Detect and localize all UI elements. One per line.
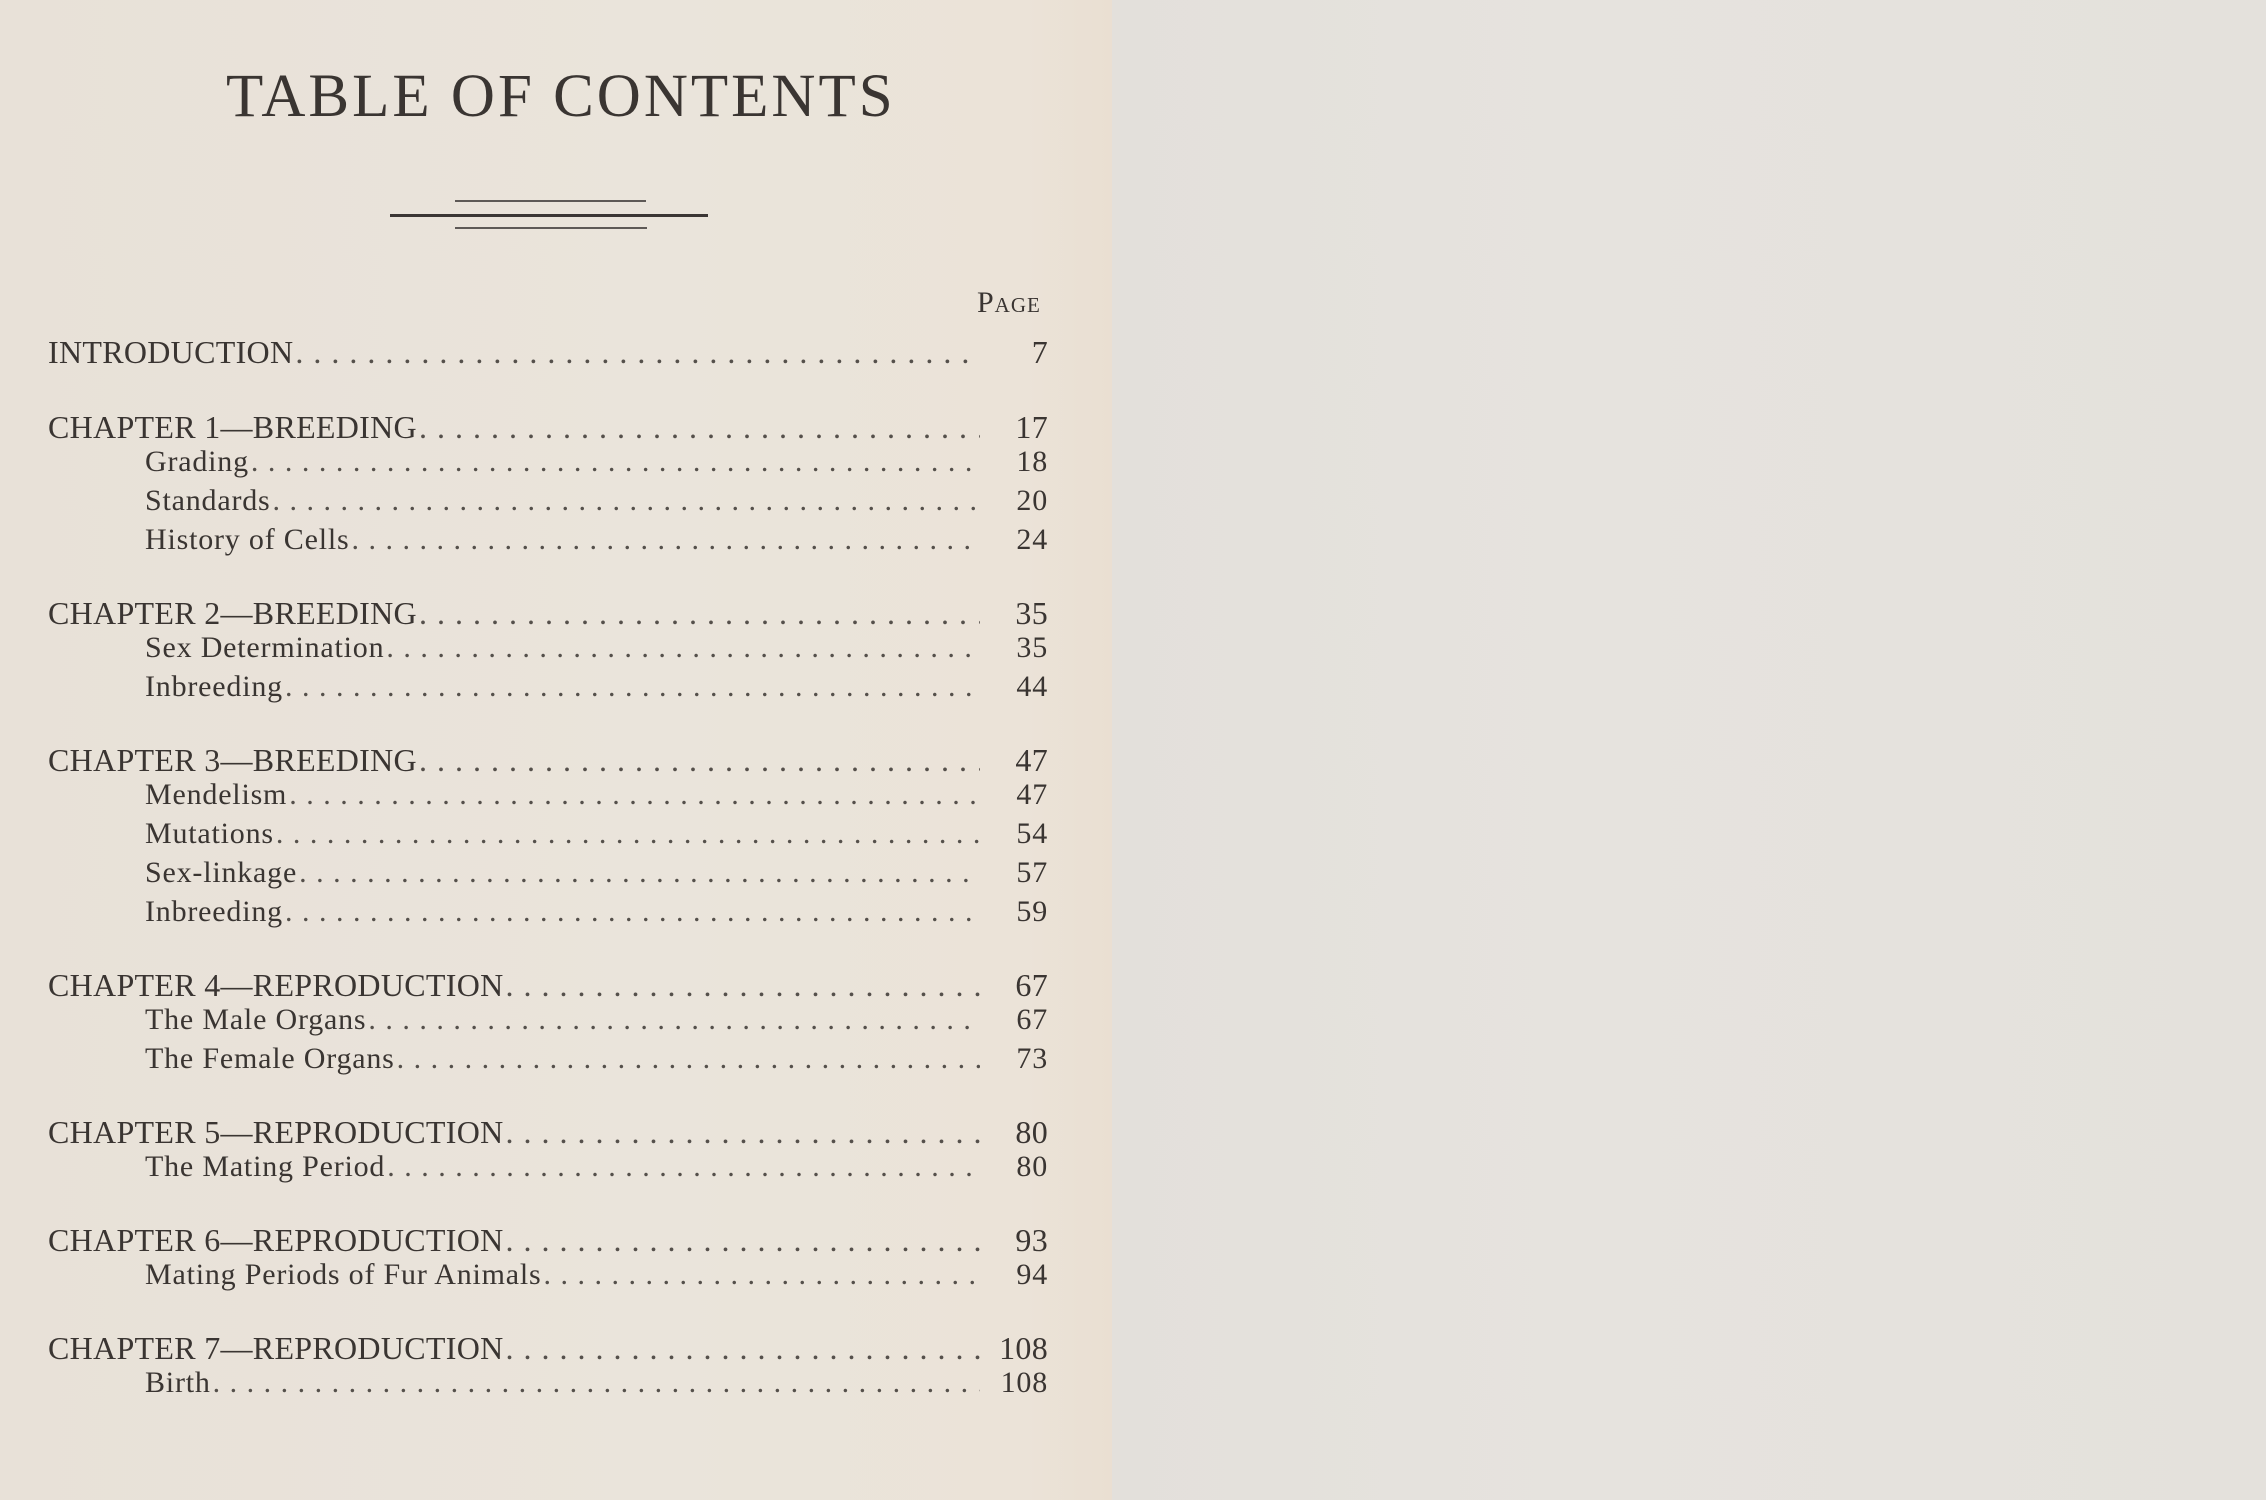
entry-title: Sex Determination [145, 631, 385, 664]
entry-title: CHAPTER 6—REPRODUCTION [48, 1222, 504, 1258]
toc-group [48, 334, 1048, 374]
toc-section-entry[interactable] [48, 817, 1048, 856]
entry-page-number: 47 [1016, 778, 1048, 811]
toc-section-entry[interactable] [48, 1042, 1048, 1081]
dot-leader [213, 1366, 980, 1400]
entry-page-number: 35 [1015, 595, 1048, 631]
toc-list-left [48, 334, 1048, 1438]
dot-leader [351, 523, 980, 557]
entry-page-number: 54 [1016, 817, 1048, 850]
entry-title: The Male Organs [145, 1003, 367, 1036]
dot-leader [419, 409, 980, 446]
page-column-label: Page [977, 286, 1041, 319]
dot-leader [368, 1003, 980, 1037]
entry-page-number: 59 [1016, 895, 1048, 928]
dot-leader [419, 595, 980, 632]
entry-page-number: 35 [1016, 631, 1048, 664]
toc-section-entry[interactable] [48, 1150, 1048, 1189]
entry-page-number: 20 [1016, 484, 1048, 517]
toc-section-entry[interactable] [48, 1003, 1048, 1042]
dot-leader [544, 1258, 980, 1292]
toc-section-entry[interactable] [48, 895, 1048, 934]
toc-section-entry[interactable] [48, 445, 1048, 484]
toc-group [48, 1222, 1048, 1297]
ornament-rule-top [455, 200, 646, 202]
entry-page-number: 108 [1000, 1366, 1048, 1399]
entry-page-number: 80 [1015, 1114, 1048, 1150]
entry-title: Grading [145, 445, 249, 478]
entry-page-number: 47 [1015, 742, 1048, 778]
dot-leader [506, 967, 980, 1004]
dot-leader [387, 1150, 980, 1184]
entry-title: The Mating Period [145, 1150, 386, 1183]
toc-section-entry[interactable] [48, 484, 1048, 523]
toc-title: TABLE OF CONTENTS [226, 63, 896, 130]
toc-chapter-entry[interactable] [48, 409, 1048, 449]
dot-leader [289, 778, 980, 812]
dot-leader [285, 670, 980, 704]
toc-section-entry[interactable] [48, 1258, 1048, 1297]
toc-section-entry[interactable] [48, 670, 1048, 709]
dot-leader [419, 742, 980, 779]
entry-title: CHAPTER 2—BREEDING [48, 595, 417, 631]
dot-leader [295, 334, 980, 371]
entry-title: INTRODUCTION [48, 334, 294, 370]
entry-page-number: 93 [1015, 1222, 1048, 1258]
entry-title: Mutations [145, 817, 274, 850]
toc-group [48, 742, 1048, 934]
entry-title: Mating Periods of Fur Animals [145, 1258, 542, 1291]
toc-section-entry[interactable] [48, 523, 1048, 562]
dot-leader [386, 631, 980, 665]
entry-page-number: 94 [1016, 1258, 1048, 1291]
dot-leader [506, 1330, 980, 1367]
dot-leader [506, 1222, 980, 1259]
entry-page-number: 24 [1016, 523, 1048, 556]
toc-chapter-entry[interactable] [48, 1114, 1048, 1154]
ornament-rule-main [390, 214, 708, 217]
dot-leader [397, 1042, 980, 1076]
toc-section-entry[interactable] [48, 778, 1048, 817]
toc-chapter-entry[interactable] [48, 334, 1048, 374]
toc-group [48, 1114, 1048, 1189]
toc-group [48, 595, 1048, 709]
toc-chapter-entry[interactable] [48, 1222, 1048, 1262]
entry-page-number: 57 [1016, 856, 1048, 889]
entry-title: Sex-linkage [145, 856, 298, 889]
entry-title: CHAPTER 5—REPRODUCTION [48, 1114, 504, 1150]
dot-leader [285, 895, 980, 929]
entry-title: Standards [145, 484, 271, 517]
toc-chapter-entry[interactable] [48, 742, 1048, 782]
entry-title: CHAPTER 3—BREEDING [48, 742, 417, 778]
toc-group [48, 1330, 1048, 1405]
entry-title: CHAPTER 7—REPRODUCTION [48, 1330, 504, 1366]
entry-title: CHAPTER 4—REPRODUCTION [48, 967, 504, 1003]
entry-title: Inbreeding [145, 670, 283, 703]
toc-chapter-entry[interactable] [48, 595, 1048, 635]
entry-page-number: 73 [1016, 1042, 1048, 1075]
left-page [0, 0, 1112, 1500]
right-page [1112, 0, 2266, 1500]
dot-leader [299, 856, 980, 890]
toc-chapter-entry[interactable] [48, 967, 1048, 1007]
entry-page-number: 7 [1031, 334, 1048, 370]
dot-leader [506, 1114, 980, 1151]
toc-chapter-entry[interactable] [48, 1330, 1048, 1370]
entry-page-number: 108 [999, 1330, 1048, 1366]
entry-title: CHAPTER 1—BREEDING [48, 409, 417, 445]
entry-page-number: 18 [1016, 445, 1048, 478]
entry-page-number: 67 [1016, 1003, 1048, 1036]
entry-title: The Female Organs [145, 1042, 395, 1075]
entry-page-number: 80 [1016, 1150, 1048, 1183]
dot-leader [273, 484, 980, 518]
toc-group [48, 409, 1048, 562]
toc-section-entry[interactable] [48, 856, 1048, 895]
entry-title: Mendelism [145, 778, 288, 811]
entry-title: Birth [145, 1366, 211, 1399]
entry-title: History of Cells [145, 523, 350, 556]
entry-title: Inbreeding [145, 895, 283, 928]
toc-section-entry[interactable] [48, 1366, 1048, 1405]
toc-group [48, 967, 1048, 1081]
dot-leader [276, 817, 980, 851]
entry-page-number: 17 [1015, 409, 1048, 445]
dot-leader [251, 445, 980, 479]
ornament-rule-bottom [455, 227, 647, 229]
entry-page-number: 44 [1016, 670, 1048, 703]
entry-page-number: 67 [1015, 967, 1048, 1003]
toc-section-entry[interactable] [48, 631, 1048, 670]
